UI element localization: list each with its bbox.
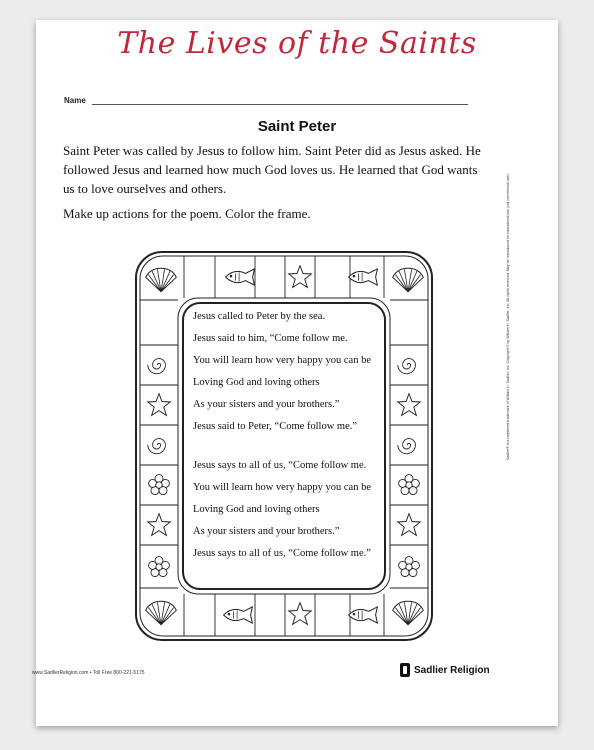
- poem-line: Loving God and loving others: [193, 504, 320, 515]
- copyright-note: Sadlier® is a registered trademark of William H. Sadlier, Inc. Copyright © by William H. Sadlier, Inc. All rights reserved. May be reproduced for educational use (not commercial use).: [506, 173, 510, 460]
- poem-line: Loving God and loving others: [193, 377, 320, 388]
- poem-line: Jesus said to him, “Come follow me.: [193, 333, 348, 344]
- poem-line: As your sisters and your brothers.”: [193, 526, 340, 537]
- poem-line: As your sisters and your brothers.”: [193, 399, 340, 410]
- poem-line: You will learn how very happy you can be: [193, 482, 371, 493]
- worksheet-title: Saint Peter: [257, 118, 337, 135]
- sadlier-logo-icon: [400, 663, 410, 677]
- poem-line: Jesus says to all of us, “Come follow me.: [193, 460, 367, 471]
- stanza-break: [193, 438, 383, 455]
- poem-line: Jesus said to Peter, “Come follow me.”: [193, 421, 358, 432]
- intro-paragraph: Saint Peter was called by Jesus to follow him. Saint Peter did as Jesus asked. He followed Jesus and learned how much God loves us. He learned that God wants us to love ourselves and others.: [63, 143, 481, 196]
- poem: [193, 306, 383, 565]
- brand-logo: [400, 663, 490, 677]
- footer-contact: www.SadlierReligion.com • Toll Free 800-221-5175: [32, 670, 145, 676]
- poem-line: You will learn how very happy you can be: [193, 355, 371, 366]
- instructions: Make up actions for the poem. Color the frame.: [63, 206, 311, 221]
- brand-name: Sadlier Religion: [414, 664, 490, 676]
- name-label: Name: [64, 96, 86, 105]
- poem-line: Jesus called to Peter by the sea.: [193, 311, 326, 322]
- masthead-title: The Lives of the Saints: [117, 26, 477, 61]
- poem-line: Jesus says to all of us, “Come follow me.”: [193, 548, 371, 559]
